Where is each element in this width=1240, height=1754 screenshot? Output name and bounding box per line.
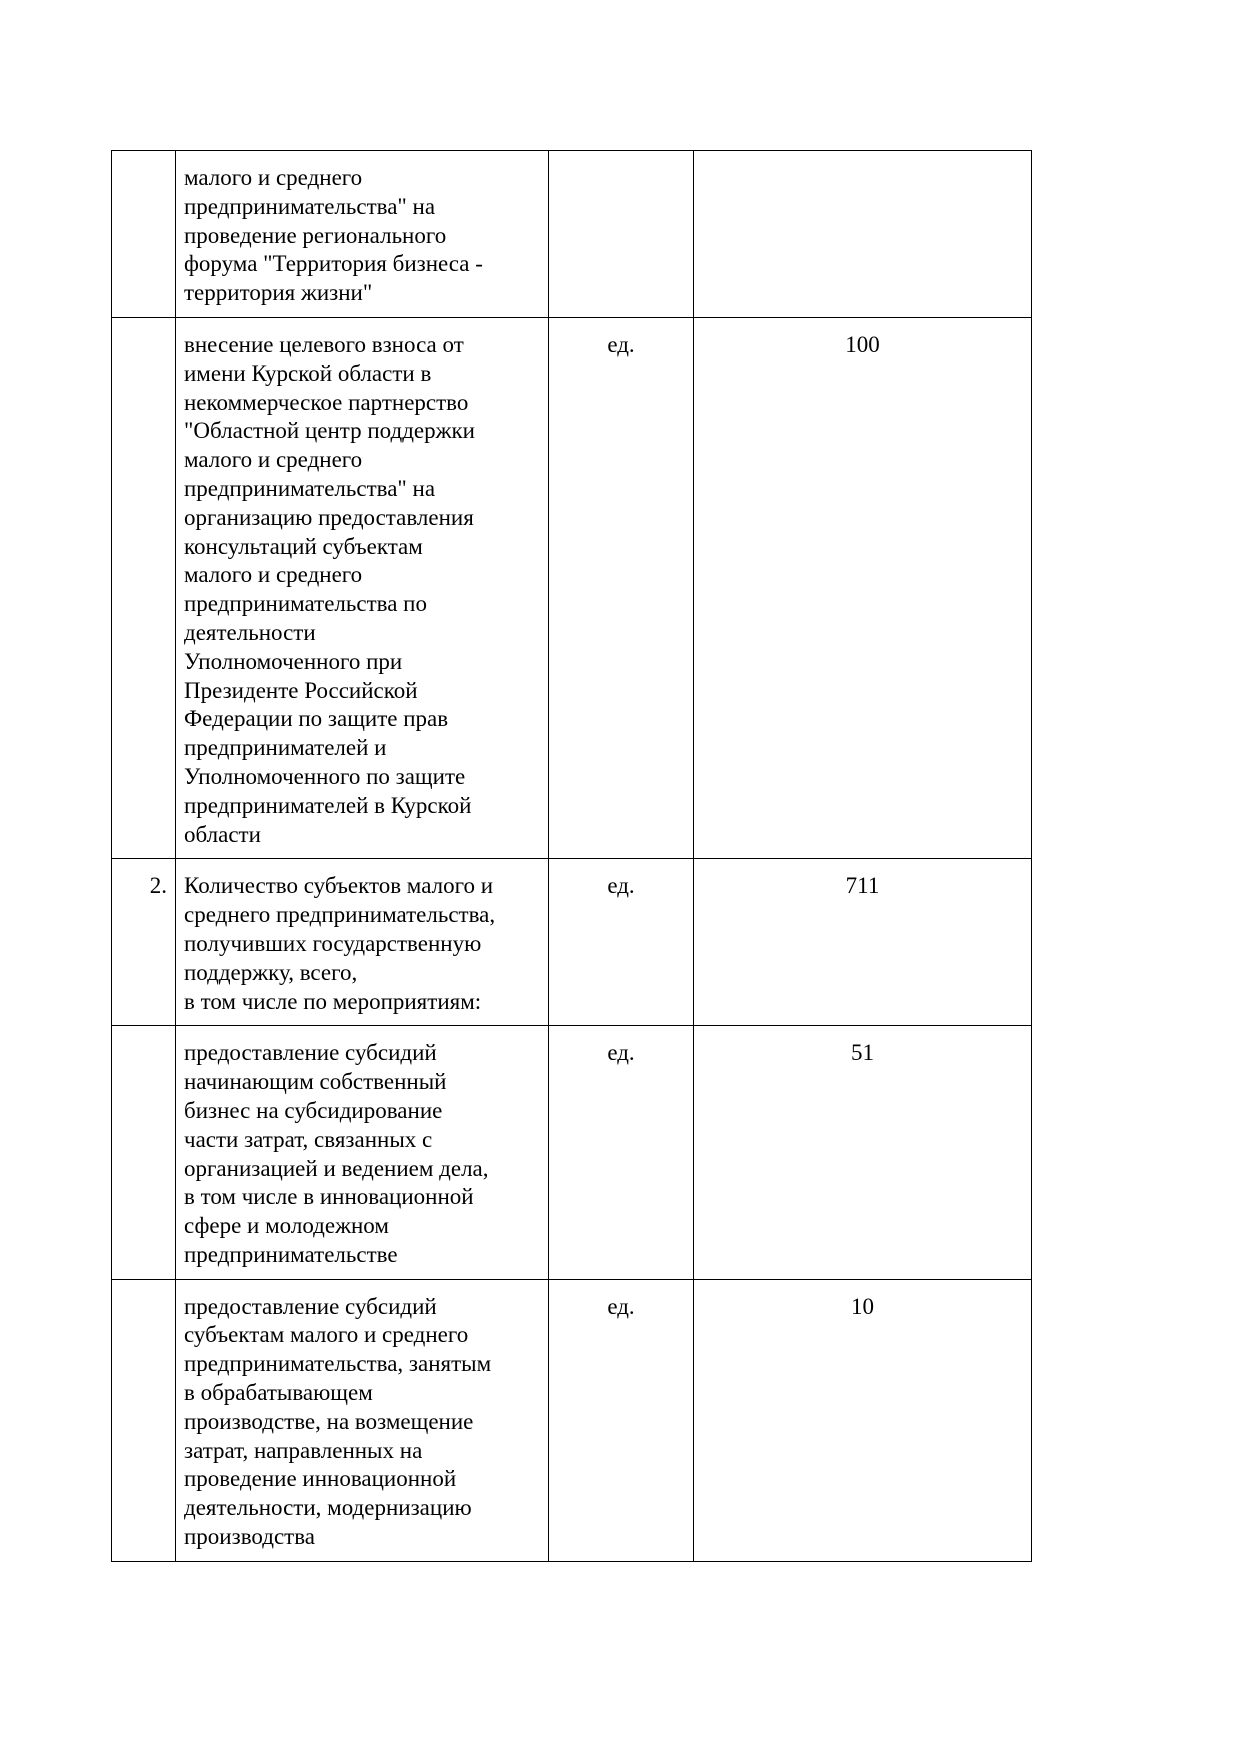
row-description: предоставление субсидий субъектам малого и среднего предпринимательства, занятым в обрабатывающем производстве, на возмещение затрат, направленных на проведение инновационной деятельности, модернизацию производства bbox=[176, 1279, 549, 1561]
row-value: 100 bbox=[694, 317, 1032, 858]
row-value: 51 bbox=[694, 1026, 1032, 1279]
indicators-table bbox=[111, 150, 1032, 1562]
row-unit: ед. bbox=[549, 1026, 694, 1279]
row-description: предоставление субсидий начинающим собственный бизнес на субсидирование части затрат, связанных с организацией и ведением дела, в том числе в инновационной сфере и молодежном предпринимательстве bbox=[176, 1026, 549, 1279]
row-value: 10 bbox=[694, 1279, 1032, 1561]
table-row bbox=[112, 1026, 1032, 1279]
table-row bbox=[112, 151, 1032, 318]
row-value bbox=[694, 151, 1032, 318]
row-unit: ед. bbox=[549, 859, 694, 1026]
row-value: 711 bbox=[694, 859, 1032, 1026]
row-description: малого и среднего предпринимательства" на проведение регионального форума "Территория бизнеса - территория жизни" bbox=[176, 151, 549, 318]
row-number bbox=[112, 1026, 176, 1279]
row-unit bbox=[549, 151, 694, 318]
row-unit: ед. bbox=[549, 317, 694, 858]
row-number bbox=[112, 1279, 176, 1561]
row-unit: ед. bbox=[549, 1279, 694, 1561]
table-row bbox=[112, 1279, 1032, 1561]
row-description: внесение целевого взноса от имени Курской области в некоммерческое партнерство "Областной центр поддержки малого и среднего предпринимательства" на организацию предоставления консультаций субъектам малого и среднего предпринимательства по деятельности Уполномоченного при Президенте Российской Федерации по защите прав предпринимателей и Уполномоченного по защите предпринимателей в Курской области bbox=[176, 317, 549, 858]
row-number: 2. bbox=[112, 859, 176, 1026]
row-description: Количество субъектов малого и среднего предпринимательства, получивших государственную поддержку, всего, в том числе по мероприятиям: bbox=[176, 859, 549, 1026]
table-row bbox=[112, 859, 1032, 1026]
table-row bbox=[112, 317, 1032, 858]
row-number bbox=[112, 151, 176, 318]
row-number bbox=[112, 317, 176, 858]
